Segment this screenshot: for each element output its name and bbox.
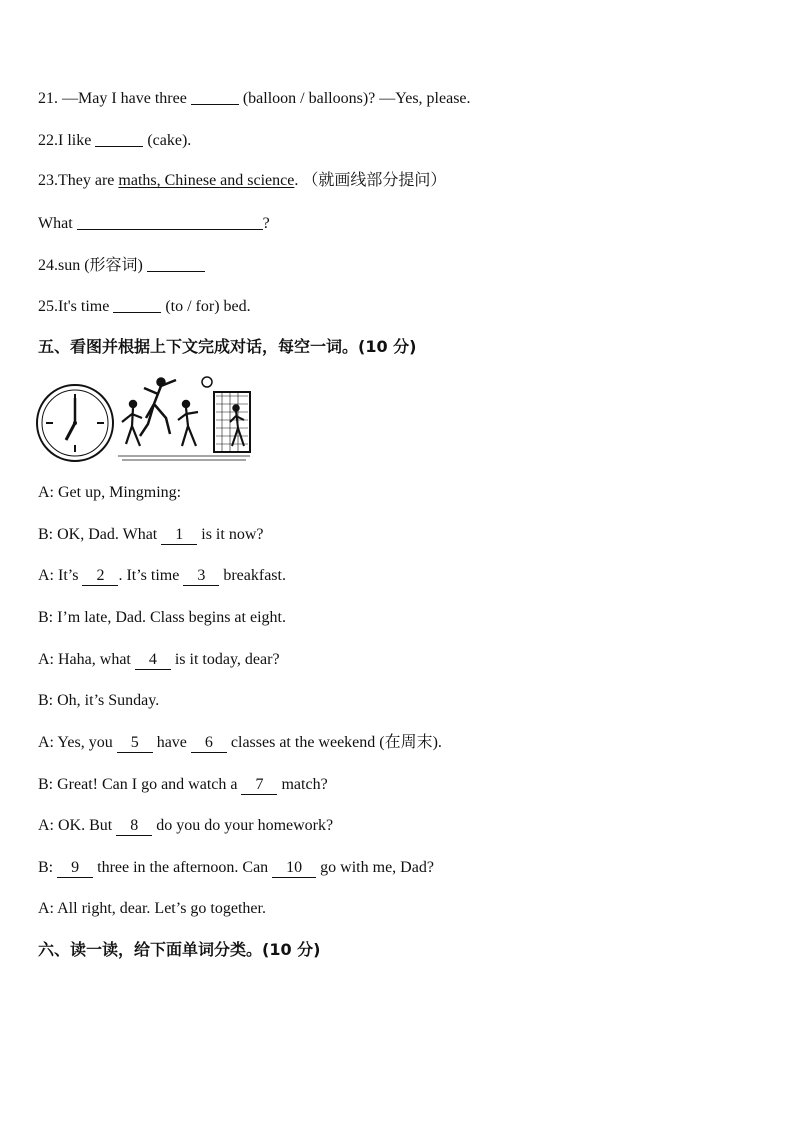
dialogue-blank-4[interactable]: 4 [135, 651, 171, 670]
dialogue-blank-9[interactable]: 9 [57, 859, 93, 878]
dialogue-blank-5[interactable]: 5 [117, 734, 153, 753]
football-players-icon [118, 377, 250, 460]
dialogue-line: B: 9 three in the afternoon. Can 10 go with me, Dad? [38, 859, 434, 876]
dialogue-line: B: Oh, it’s Sunday. [38, 692, 160, 709]
dialogue-line: B: Great! Can I go and watch a 7 match? [38, 776, 328, 793]
dialogue-blank-10[interactable]: 10 [272, 859, 316, 878]
dialogue-blank-2[interactable]: 2 [82, 567, 118, 586]
dialogue-line: A: OK. But 8 do you do your homework? [38, 817, 334, 834]
answer-blank[interactable] [77, 213, 263, 230]
dialogue-blank-8[interactable]: 8 [116, 817, 152, 836]
question-23: 23.They are maths, Chinese and science. （就画线部分提问） [38, 172, 447, 189]
dialogue-line: A: All right, dear. Let’s go together. [38, 900, 266, 917]
question-23-answer-line: What ? [38, 215, 270, 232]
answer-blank[interactable] [113, 296, 161, 313]
dialogue-line: A: Haha, what 4 is it today, dear? [38, 651, 280, 668]
dialogue-line: A: It’s 2 . It’s time 3 breakfast. [38, 567, 286, 584]
clock-and-football-image [36, 374, 256, 466]
dialogue-line: B: I’m late, Dad. Class begins at eight. [38, 609, 286, 626]
dialogue-line: A: Get up, Mingming: [38, 484, 182, 501]
question-24: 24.sun (形容词) [38, 255, 205, 276]
section-5-heading: 五、看图并根据上下文完成对话，每空一词。(10 分) [38, 337, 417, 356]
question-21: 21. —May I have three (balloon / balloons)? —Yes, please. [38, 90, 471, 107]
answer-blank[interactable] [95, 130, 143, 147]
section-5-illustrations [36, 374, 256, 466]
answer-blank[interactable] [191, 88, 239, 105]
question-22: 22.I like (cake). [38, 132, 192, 149]
dialogue-blank-3[interactable]: 3 [183, 567, 219, 586]
answer-blank[interactable] [147, 255, 205, 272]
dialogue-line: B: OK, Dad. What 1 is it now? [38, 526, 264, 543]
underlined-phrase: maths, Chinese and science [118, 172, 295, 189]
dialogue-blank-1[interactable]: 1 [161, 526, 197, 545]
question-25: 25.It's time (to / for) bed. [38, 298, 251, 315]
dialogue-line: A: Yes, you 5 have 6 classes at the weekend (在周末). [38, 734, 442, 751]
section-6-heading: 六、读一读，给下面单词分类。(10 分) [38, 940, 321, 959]
dialogue-blank-7[interactable]: 7 [241, 776, 277, 795]
dialogue-blank-6[interactable]: 6 [191, 734, 227, 753]
clock-icon [37, 385, 113, 461]
